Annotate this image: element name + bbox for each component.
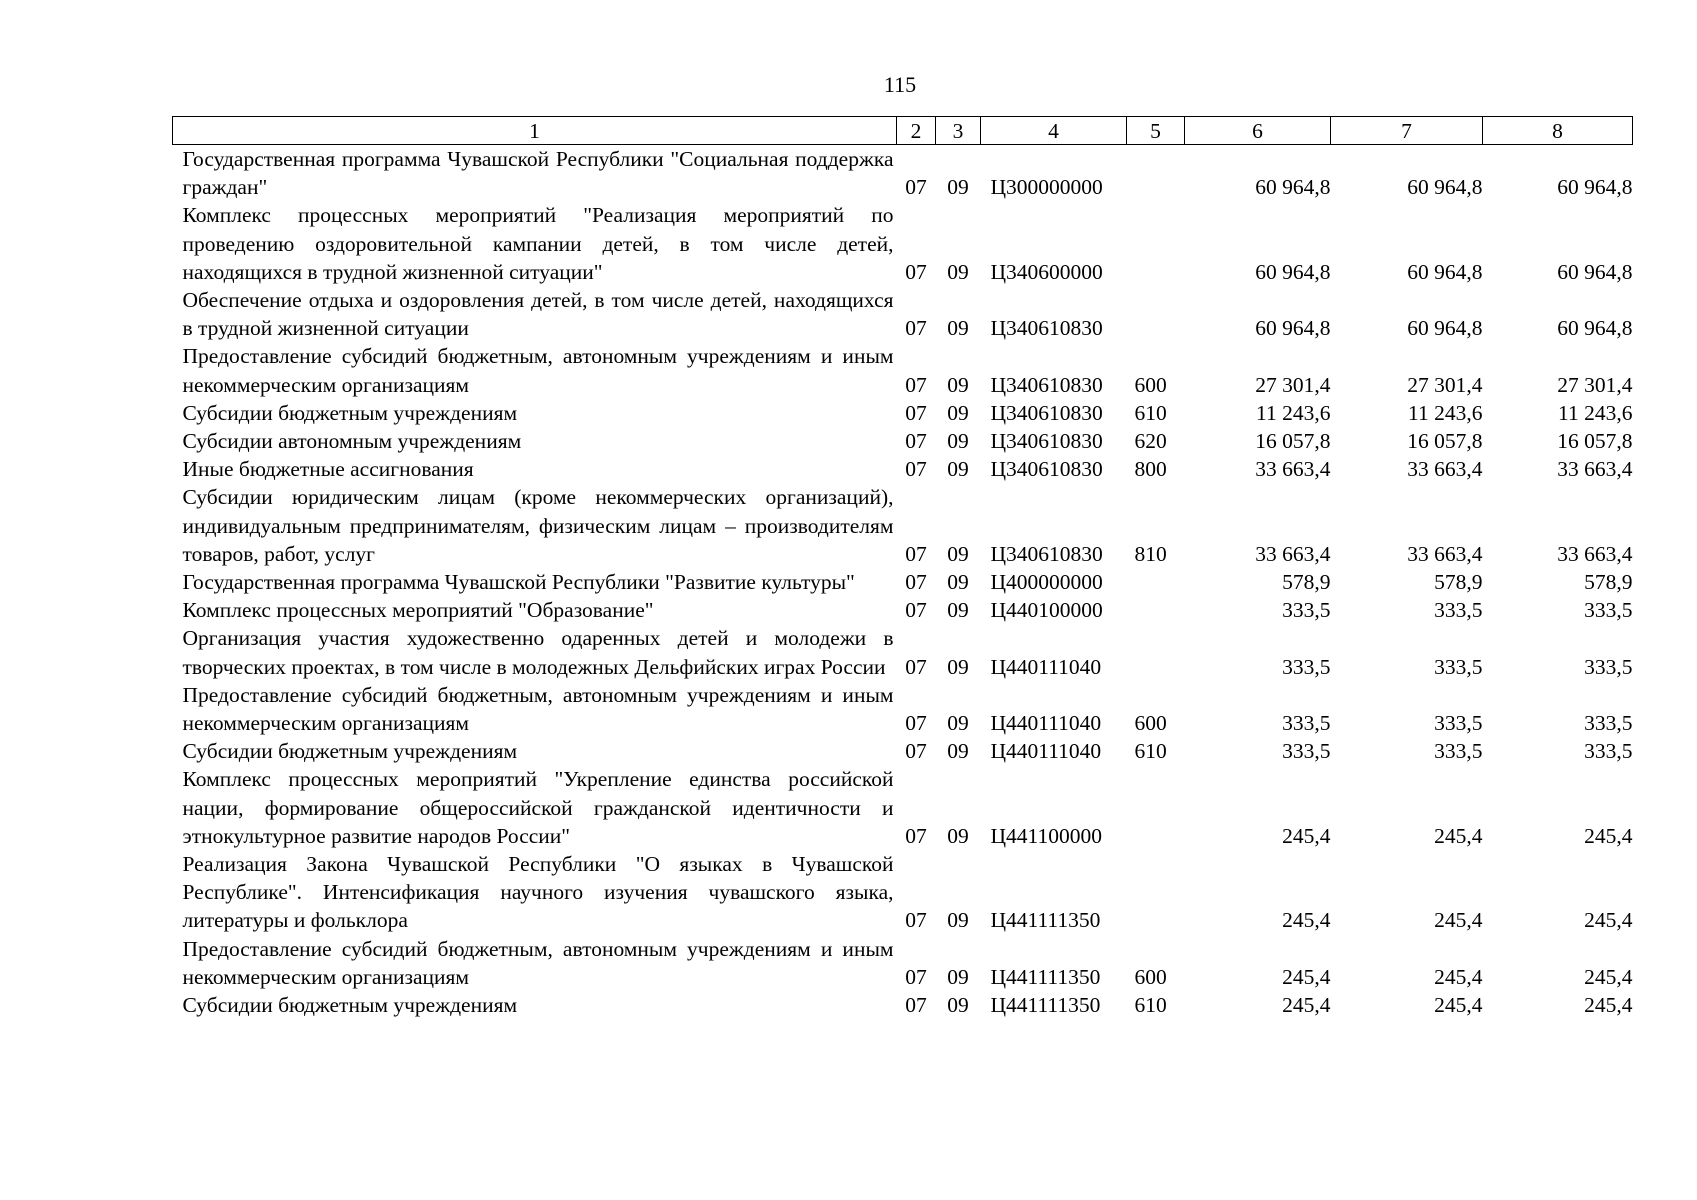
row-name: Иные бюджетные ассигнования: [182, 457, 474, 482]
row-subsection: 09: [947, 175, 969, 200]
row-name: Предоставление субсидий бюджетным, автономным учреждениям и иным некоммерческим организациям: [182, 936, 894, 989]
row-amount-3: 333,5: [1584, 654, 1633, 679]
row-section: 07: [905, 654, 927, 679]
row-section: 07: [905, 570, 927, 595]
row-target-article: Ц340610830: [990, 429, 1103, 454]
row-amount-2: 33 663,4: [1407, 457, 1483, 482]
table-row: [173, 596, 1633, 624]
row-expense-type: [1127, 201, 1185, 286]
row-amount-3: 16 057,8: [1557, 429, 1633, 454]
row-name: Субсидии юридическим лицам (кроме некоммерческих организаций), индивидуальным предпринимателям, физическим лицам – производителям товаров, работ, услуг: [182, 485, 894, 566]
row-amount-1: 33 663,4: [1255, 457, 1331, 482]
column-header-1: 1: [173, 117, 897, 145]
row-section: 07: [905, 739, 927, 764]
table-header: [173, 117, 1633, 145]
row-target-article: Ц441111350: [990, 993, 1101, 1018]
row-amount-3: 245,4: [1584, 823, 1633, 848]
row-amount-3: 245,4: [1584, 908, 1633, 933]
row-target-article: Ц340610830: [990, 457, 1103, 482]
row-section: 07: [905, 259, 927, 284]
row-name: Предоставление субсидий бюджетным, автономным учреждениям и иным некоммерческим организациям: [182, 344, 894, 397]
row-section: 07: [905, 598, 927, 623]
row-name: Государственная программа Чувашской Республики "Социальная поддержка граждан": [182, 147, 894, 200]
row-section: 07: [905, 429, 927, 454]
row-amount-2: 333,5: [1434, 739, 1483, 764]
row-section: 07: [905, 823, 927, 848]
row-name: Комплекс процессных мероприятий "Укрепление единства российской нации, формирование общероссийской гражданской идентичности и этнокультурное развитие народов России": [182, 767, 894, 848]
row-amount-3: 578,9: [1584, 570, 1633, 595]
row-expense-type: 800: [1134, 457, 1167, 482]
table-row: [173, 681, 1633, 737]
row-amount-1: 60 964,8: [1255, 259, 1331, 284]
row-amount-2: 16 057,8: [1407, 429, 1483, 454]
row-section: 07: [905, 457, 927, 482]
row-amount-3: 333,5: [1584, 598, 1633, 623]
row-amount-3: 27 301,4: [1557, 372, 1633, 397]
row-amount-2: 333,5: [1434, 598, 1483, 623]
row-subsection: 09: [947, 316, 969, 341]
row-amount-1: 16 057,8: [1255, 429, 1331, 454]
row-target-article: Ц340610830: [990, 541, 1103, 566]
row-expense-type: 600: [1134, 964, 1167, 989]
page-number: 115: [883, 72, 917, 97]
row-target-article: Ц300000000: [990, 175, 1103, 200]
row-name: Субсидии автономным учреждениям: [182, 429, 522, 454]
row-expense-type: [1127, 286, 1185, 342]
table-row: [173, 455, 1633, 483]
row-amount-2: 33 663,4: [1407, 541, 1483, 566]
row-target-article: Ц440100000: [990, 598, 1103, 623]
row-expense-type: 610: [1134, 739, 1167, 764]
row-amount-1: 333,5: [1282, 654, 1331, 679]
table-row: [173, 145, 1633, 202]
row-amount-3: 60 964,8: [1557, 259, 1633, 284]
row-amount-3: 245,4: [1584, 993, 1633, 1018]
header-row: [173, 117, 1633, 145]
row-amount-2: 60 964,8: [1407, 316, 1483, 341]
row-subsection: 09: [947, 598, 969, 623]
row-subsection: 09: [947, 711, 969, 736]
row-subsection: 09: [947, 259, 969, 284]
table-row: [173, 991, 1633, 1019]
column-header-3: 3: [936, 117, 981, 145]
row-amount-2: 245,4: [1434, 823, 1483, 848]
row-subsection: 09: [947, 457, 969, 482]
row-expense-type: 600: [1134, 711, 1167, 736]
row-amount-2: 578,9: [1434, 570, 1483, 595]
row-name: Организация участия художественно одаренных детей и молодежи в творческих проектах, в том числе в молодежных Дельфийских играх России: [182, 626, 894, 679]
row-amount-1: 33 663,4: [1255, 541, 1331, 566]
row-target-article: Ц441100000: [990, 823, 1102, 848]
table-row: [173, 399, 1633, 427]
row-amount-3: 33 663,4: [1557, 541, 1633, 566]
row-amount-1: 245,4: [1282, 993, 1331, 1018]
row-section: 07: [905, 964, 927, 989]
row-expense-type: [1127, 568, 1185, 596]
row-target-article: Ц440111040: [990, 711, 1102, 736]
column-header-6: 6: [1185, 117, 1331, 145]
row-target-article: Ц440111040: [990, 739, 1102, 764]
row-amount-1: 11 243,6: [1256, 400, 1331, 425]
row-amount-1: 333,5: [1282, 598, 1331, 623]
row-amount-3: 33 663,4: [1557, 457, 1633, 482]
column-header-4: 4: [981, 117, 1127, 145]
row-subsection: 09: [947, 739, 969, 764]
row-amount-1: 60 964,8: [1255, 316, 1331, 341]
row-amount-1: 245,4: [1282, 964, 1331, 989]
table-row: [173, 935, 1633, 991]
row-name: Государственная программа Чувашской Республики "Развитие культуры": [182, 570, 855, 595]
row-target-article: Ц340600000: [990, 259, 1103, 284]
row-amount-2: 11 243,6: [1408, 400, 1483, 425]
row-name: Комплекс процессных мероприятий "Реализация мероприятий по проведению оздоровительной кампании детей, в том числе детей, находящихся в трудной жизненной ситуации": [182, 203, 894, 284]
row-amount-1: 245,4: [1282, 908, 1331, 933]
row-subsection: 09: [947, 400, 969, 425]
row-target-article: Ц340610830: [990, 400, 1103, 425]
row-amount-2: 27 301,4: [1407, 372, 1483, 397]
column-header-8: 8: [1483, 117, 1633, 145]
row-section: 07: [905, 711, 927, 736]
row-section: 07: [905, 993, 927, 1018]
row-expense-type: [1127, 145, 1185, 202]
row-expense-type: 810: [1134, 541, 1167, 566]
row-amount-3: 60 964,8: [1557, 316, 1633, 341]
row-name: Обеспечение отдыха и оздоровления детей, в том числе детей, находящихся в трудной жизненной ситуации: [182, 288, 894, 341]
column-header-5: 5: [1127, 117, 1185, 145]
table-row: [173, 624, 1633, 680]
table-body: [173, 145, 1633, 1020]
row-subsection: 09: [947, 429, 969, 454]
row-subsection: 09: [947, 570, 969, 595]
row-amount-1: 333,5: [1282, 739, 1331, 764]
row-subsection: 09: [947, 993, 969, 1018]
row-name: Субсидии бюджетным учреждениям: [182, 739, 518, 764]
row-section: 07: [905, 541, 927, 566]
row-amount-2: 60 964,8: [1407, 259, 1483, 284]
row-amount-1: 60 964,8: [1255, 175, 1331, 200]
table-row: [173, 201, 1633, 286]
row-amount-2: 333,5: [1434, 654, 1483, 679]
column-header-2: 2: [897, 117, 936, 145]
row-section: 07: [905, 400, 927, 425]
row-name: Реализация Закона Чувашской Республики "О языках в Чувашской Республике". Интенсификация научного изучения чувашского языка, литературы и фольклора: [182, 852, 894, 933]
row-amount-3: 11 243,6: [1558, 400, 1633, 425]
row-expense-type: 610: [1134, 400, 1167, 425]
row-expense-type: [1127, 596, 1185, 624]
row-amount-2: 333,5: [1434, 711, 1483, 736]
row-target-article: Ц440111040: [990, 654, 1102, 679]
row-expense-type: 610: [1134, 993, 1167, 1018]
table-row: [173, 850, 1633, 935]
table-row: [173, 427, 1633, 455]
row-subsection: 09: [947, 654, 969, 679]
row-expense-type: [1127, 850, 1185, 935]
row-section: 07: [905, 908, 927, 933]
row-name: Субсидии бюджетным учреждениям: [182, 993, 518, 1018]
row-amount-3: 60 964,8: [1557, 175, 1633, 200]
row-subsection: 09: [947, 964, 969, 989]
row-amount-2: 245,4: [1434, 993, 1483, 1018]
budget-table: [172, 116, 1633, 1019]
row-amount-1: 245,4: [1282, 823, 1331, 848]
row-amount-2: 60 964,8: [1407, 175, 1483, 200]
row-section: 07: [905, 316, 927, 341]
row-target-article: Ц400000000: [990, 570, 1103, 595]
row-subsection: 09: [947, 372, 969, 397]
row-amount-3: 333,5: [1584, 739, 1633, 764]
row-target-article: Ц340610830: [990, 372, 1103, 397]
row-expense-type: [1127, 765, 1185, 850]
table-row: [173, 765, 1633, 850]
table-row: [173, 737, 1633, 765]
row-amount-1: 333,5: [1282, 711, 1331, 736]
row-expense-type: 620: [1134, 429, 1167, 454]
row-subsection: 09: [947, 541, 969, 566]
table-row: [173, 286, 1633, 342]
row-name: Комплекс процессных мероприятий "Образование": [182, 598, 654, 623]
row-amount-2: 245,4: [1434, 964, 1483, 989]
table-row: [173, 483, 1633, 568]
row-amount-1: 578,9: [1282, 570, 1331, 595]
row-name: Предоставление субсидий бюджетным, автономным учреждениям и иным некоммерческим организациям: [182, 682, 894, 736]
row-subsection: 09: [947, 908, 969, 933]
row-expense-type: 600: [1134, 372, 1167, 397]
row-subsection: 09: [947, 823, 969, 848]
row-amount-2: 245,4: [1434, 908, 1483, 933]
row-section: 07: [905, 175, 927, 200]
row-target-article: Ц340610830: [990, 316, 1103, 341]
row-target-article: Ц441111350: [990, 908, 1101, 933]
row-expense-type: [1127, 624, 1185, 680]
table-row: [173, 342, 1633, 398]
row-section: 07: [905, 372, 927, 397]
row-name: Субсидии бюджетным учреждениям: [182, 400, 518, 425]
row-target-article: Ц441111350: [990, 964, 1101, 989]
row-amount-3: 245,4: [1584, 964, 1633, 989]
table-row: [173, 568, 1633, 596]
column-header-7: 7: [1331, 117, 1483, 145]
row-amount-1: 27 301,4: [1255, 372, 1331, 397]
row-amount-3: 333,5: [1584, 711, 1633, 736]
